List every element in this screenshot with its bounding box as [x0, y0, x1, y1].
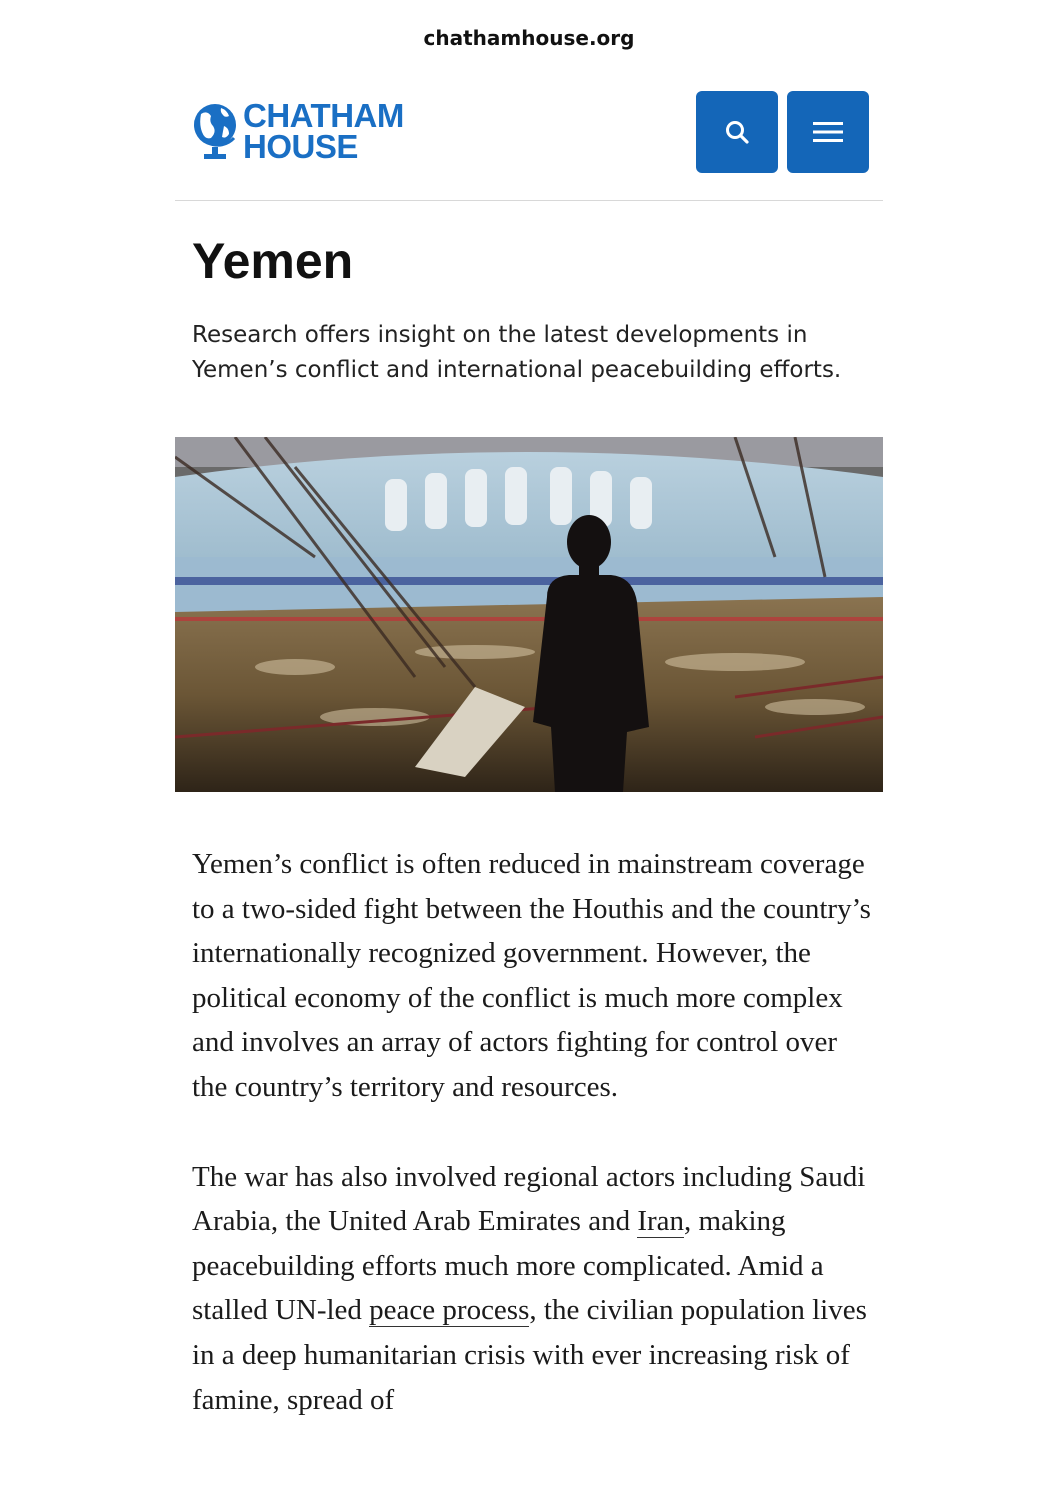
- logo-line-1: CHATHAM: [243, 97, 404, 134]
- paragraph-text: , making peacebuilding efforts much more complicated. Amid a stalled UN-led: [192, 1205, 824, 1327]
- article-body: [192, 842, 872, 1467]
- paragraph-text: , the civilian population lives in a deep humanitarian crisis with ever increasing risk of famine, spread of: [192, 1294, 867, 1416]
- destroyed-stadium-photo: [175, 437, 883, 792]
- article-paragraph-1: Yemen’s conflict is often reduced in mainstream coverage to a two-sided fight between the Houthis and the country’s internationally recognized government. However, the political economy of the conflict is much more complex and involves an array of actors fighting for control over the country’s territory and resources.: [192, 848, 871, 1103]
- search-icon: [724, 119, 750, 145]
- paragraph-text: The war has also involved regional actors including Saudi Arabia, the United Arab Emirates and: [192, 1160, 866, 1238]
- link-iran[interactable]: Iran: [637, 1205, 685, 1238]
- globe-icon: [191, 100, 241, 162]
- url-bar[interactable]: chathamhouse.org: [423, 26, 635, 50]
- search-button[interactable]: [696, 91, 778, 173]
- article-paragraph-2: [192, 1155, 872, 1423]
- site-header: [175, 90, 883, 201]
- logo-line-2: HOUSE: [243, 128, 358, 165]
- hamburger-menu-icon: [813, 121, 843, 143]
- menu-button[interactable]: [787, 91, 869, 173]
- chatham-house-logo[interactable]: [191, 97, 404, 165]
- page-title: Yemen: [192, 233, 354, 289]
- hero-image: [175, 437, 883, 792]
- link-peace-process[interactable]: peace process: [369, 1294, 530, 1327]
- page-intro: Research offers insight on the latest developments in Yemen’s conflict and international peacebuilding efforts.: [192, 322, 842, 383]
- logo-text: [243, 97, 404, 165]
